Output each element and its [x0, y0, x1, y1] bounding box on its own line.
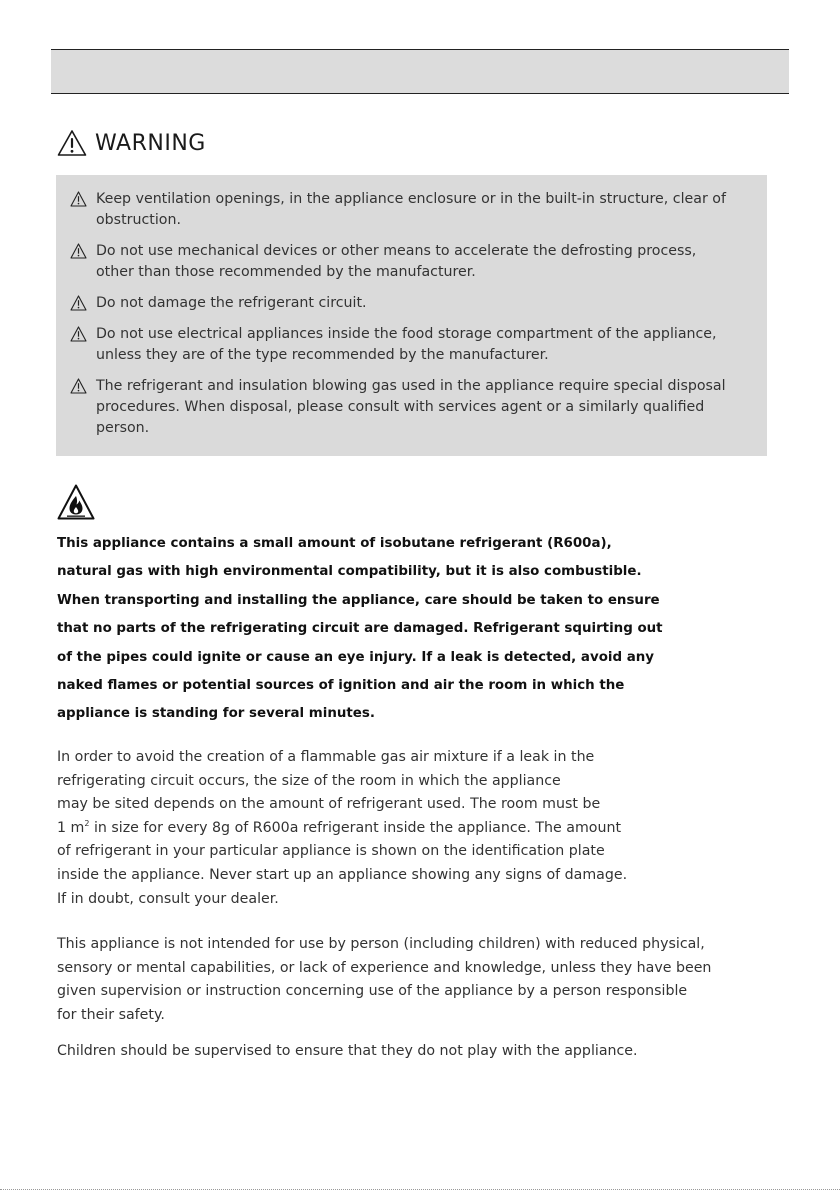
paragraph-line: sensory or mental capabilities, or lack of experience and knowledge, unless they have been [57, 959, 712, 976]
warning-triangle-icon [70, 326, 87, 342]
paragraph-line: for their safety. [57, 1006, 165, 1023]
notice-line: When transporting and installing the appliance, care should be taken to ensure [57, 592, 660, 608]
paragraph-line: Children should be supervised to ensure that they do not play with the appliance. [57, 1043, 638, 1059]
paragraph-line-rest: in size for every 8g of R600a refrigerant inside the appliance. The amount [89, 819, 622, 836]
paragraph-line: If in doubt, consult your dealer. [57, 890, 279, 907]
warning-triangle-icon [70, 378, 87, 394]
room-size-unit: 1 m [57, 819, 85, 836]
warning-item-text: Keep ventilation openings, in the appliance enclosure or in the built-in structure, clear of obstruction. [96, 191, 726, 228]
paragraph-line: inside the appliance. Never start up an appliance showing any signs of damage. [57, 866, 628, 883]
children-paragraph [57, 1040, 787, 1064]
warning-item [96, 293, 737, 314]
paragraph-line: In order to avoid the creation of a flammable gas air mixture if a leak in the [57, 749, 595, 765]
warning-triangle-icon [70, 243, 87, 259]
notice-line: that no parts of the refrigerating circuit are damaged. Refrigerant squirting out [57, 621, 663, 637]
paragraph-line: refrigerating circuit occurs, the size of the room in which the appliance [57, 772, 561, 789]
warning-triangle-icon [57, 129, 87, 157]
warning-item [96, 241, 737, 283]
warning-item [96, 324, 737, 366]
capabilities-paragraph [57, 933, 787, 1027]
warning-heading [57, 128, 206, 158]
warning-box [56, 175, 767, 456]
warning-item-text: Do not use mechanical devices or other means to accelerate the defrosting process, other than those recommended by the manufacturer. [96, 243, 697, 280]
notice-line: natural gas with high environmental compatibility, but it is also combustible. [57, 564, 642, 580]
flammable-warning-icon [57, 484, 95, 520]
warning-item-text: The refrigerant and insulation blowing gas used in the appliance require special disposal procedures. When disposal, please consult with services agent or a similarly qualified person. [96, 378, 726, 436]
room-size-paragraph [57, 746, 707, 911]
section-header-bar [51, 49, 789, 94]
warning-item [96, 376, 737, 439]
paragraph-line: This appliance is not intended for use by person (including children) with reduced physical, [57, 936, 705, 952]
warning-triangle-icon [70, 295, 87, 311]
flammable-refrigerant-notice [57, 530, 737, 729]
page-bottom-rule [0, 1189, 840, 1190]
notice-line: This appliance contains a small amount of isobutane refrigerant (R600a), [57, 536, 612, 551]
square-superscript: 2 [84, 818, 90, 828]
paragraph-line: of refrigerant in your particular appliance is shown on the identification plate [57, 843, 605, 860]
paragraph-line: may be sited depends on the amount of refrigerant used. The room must be [57, 796, 601, 813]
warning-triangle-icon [70, 191, 87, 207]
warning-item [96, 189, 737, 231]
warning-item-text: Do not use electrical appliances inside the food storage compartment of the appliance, unless they are of the type recommended by the manufacturer. [96, 326, 717, 363]
paragraph-line [57, 817, 707, 841]
notice-line: of the pipes could ignite or cause an eye injury. If a leak is detected, avoid any [57, 649, 655, 665]
notice-line: appliance is standing for several minutes. [57, 706, 375, 722]
warning-title: WARNING [95, 130, 206, 156]
paragraph-line: given supervision or instruction concerning use of the appliance by a person responsible [57, 983, 688, 1000]
warning-item-text: Do not damage the refrigerant circuit. [96, 295, 367, 311]
notice-line: naked flames or potential sources of ignition and air the room in which the [57, 678, 625, 694]
